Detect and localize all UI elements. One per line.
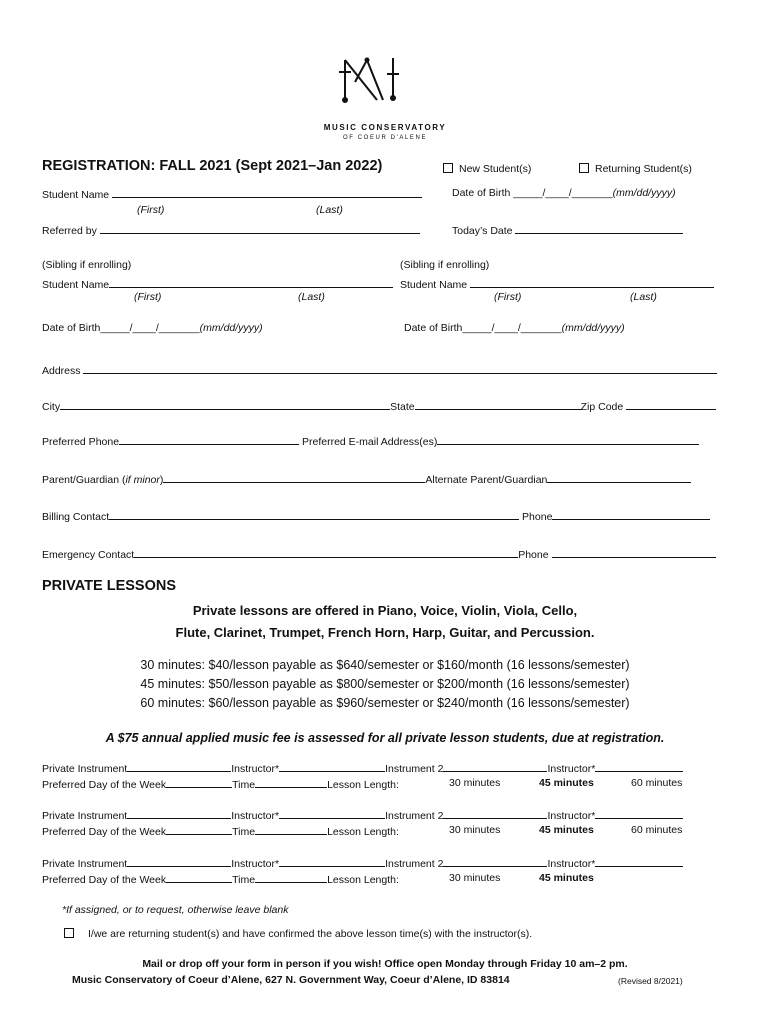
lesson-day-row: Preferred Day of the Week Time Lesson Length: — [42, 826, 399, 838]
email-field[interactable] — [437, 434, 699, 445]
day-field[interactable] — [166, 777, 232, 788]
today-field[interactable] — [515, 223, 683, 234]
logo-name: MUSIC CONSERVATORY — [323, 123, 447, 132]
sibling-dob-field-1[interactable]: _____/____/_______ — [100, 322, 200, 334]
first-caption: (First) — [137, 204, 165, 216]
revised-note: (Revised 8/2021) — [618, 976, 683, 986]
day-field[interactable] — [166, 824, 232, 835]
lesson-day-row: Preferred Day of the Week Time Lesson Length: — [42, 874, 399, 886]
emergency-field[interactable] — [134, 547, 518, 558]
referred-field[interactable] — [100, 223, 420, 234]
zip-field[interactable] — [626, 399, 716, 410]
sibling-name-field-1[interactable] — [109, 277, 393, 288]
instrument-field[interactable] — [127, 856, 231, 867]
instructor2-field[interactable] — [595, 761, 683, 772]
page-title: REGISTRATION: FALL 2021 (Sept 2021–Jan 2022) — [42, 158, 383, 174]
length-60-option[interactable]: 60 minutes — [631, 824, 683, 836]
new-student-checkbox[interactable] — [443, 163, 453, 173]
returning-student-option[interactable]: Returning Student(s) — [579, 163, 692, 175]
instructor2-field[interactable] — [595, 808, 683, 819]
phone-row: Preferred Phone Preferred E-mail Address(es) — [42, 434, 699, 448]
length-45-option[interactable]: 45 minutes — [539, 824, 594, 836]
billing-row: Billing Contact Phone — [42, 509, 710, 523]
annual-fee-note: A $75 annual applied music fee is assessed for all private lesson students, due at registration. — [105, 731, 665, 745]
instrument-field[interactable] — [127, 761, 231, 772]
sibling-first-2: (First) — [494, 291, 522, 303]
lesson-instrument-row: Private Instrument Instructor* Instrument 2 Instructor* — [42, 761, 683, 775]
confirm-row[interactable]: I/we are returning student(s) and have confirmed the above lesson time(s) with the instructor(s). — [64, 928, 532, 940]
student-name-row: Student Name — [42, 187, 422, 201]
conservatory-logo — [337, 52, 407, 108]
sibling-dob-field-2[interactable]: _____/____/_______ — [462, 322, 562, 334]
billing-phone-field[interactable] — [552, 509, 710, 520]
mail-note: Mail or drop off your form in person if you wish! Office open Monday through Friday 10 am–2 pm. — [142, 958, 628, 970]
price-60: 60 minutes: $60/lesson payable as $960/semester or $240/month (16 lessons/semester) — [140, 696, 630, 710]
instrument-field[interactable] — [127, 808, 231, 819]
instructor-field[interactable] — [279, 856, 385, 867]
lesson-day-row: Preferred Day of the Week Time Lesson Length: — [42, 779, 399, 791]
returning-student-checkbox[interactable] — [579, 163, 589, 173]
instrument2-field[interactable] — [443, 761, 547, 772]
sibling-name-field-2[interactable] — [470, 277, 714, 288]
referred-row: Referred by — [42, 223, 420, 237]
city-row: City State Zip Code — [42, 399, 716, 413]
billing-field[interactable] — [109, 509, 519, 520]
length-30-option[interactable]: 30 minutes — [449, 777, 501, 789]
instructor2-field[interactable] — [595, 856, 683, 867]
emergency-row: Emergency Contact Phone — [42, 547, 716, 561]
sibling-dob-row-1: Date of Birth_____/____/_______(mm/dd/yyyy) — [42, 322, 263, 334]
instructor-field[interactable] — [279, 761, 385, 772]
length-60-option[interactable]: 60 minutes — [631, 777, 683, 789]
length-30-option[interactable]: 30 minutes — [449, 872, 501, 884]
lesson-instrument-row: Private Instrument Instructor* Instrument 2 Instructor* — [42, 856, 683, 870]
logo-sub: OF COEUR D'ALENE — [342, 135, 428, 141]
footnote: *If assigned, or to request, otherwise leave blank — [62, 904, 289, 916]
instructor-field[interactable] — [279, 808, 385, 819]
sibling-first-1: (First) — [134, 291, 162, 303]
last-caption: (Last) — [316, 204, 343, 216]
lesson-instrument-row: Private Instrument Instructor* Instrument 2 Instructor* — [42, 808, 683, 822]
sibling-last-2: (Last) — [630, 291, 657, 303]
price-30: 30 minutes: $40/lesson payable as $640/semester or $160/month (16 lessons/semester) — [140, 658, 630, 672]
lessons-heading: PRIVATE LESSONS — [42, 578, 177, 594]
length-30-option[interactable]: 30 minutes — [449, 824, 501, 836]
sibling-note-1: (Sibling if enrolling) — [42, 259, 132, 271]
lessons-offered-2: Flute, Clarinet, Trumpet, French Horn, Harp, Guitar, and Percussion. — [175, 625, 595, 640]
address-row: Address — [42, 363, 717, 377]
sibling-name-row-2: Student Name — [400, 277, 714, 291]
instrument2-field[interactable] — [443, 856, 547, 867]
confirm-checkbox[interactable] — [64, 928, 74, 938]
parent-field[interactable] — [163, 472, 425, 483]
city-field[interactable] — [60, 399, 390, 410]
emergency-phone-field[interactable] — [552, 547, 716, 558]
dob-row: Date of Birth _____/____/_______(mm/dd/yyyy) — [452, 187, 676, 199]
time-field[interactable] — [255, 777, 327, 788]
today-row: Today’s Date — [452, 223, 683, 237]
length-45-option[interactable]: 45 minutes — [539, 872, 594, 884]
lessons-offered-1: Private lessons are offered in Piano, Voice, Violin, Viola, Cello, — [192, 603, 578, 618]
sibling-note-2: (Sibling if enrolling) — [400, 259, 490, 271]
time-field[interactable] — [255, 824, 327, 835]
price-45: 45 minutes: $50/lesson payable as $800/semester or $200/month (16 lessons/semester) — [140, 677, 630, 691]
alt-parent-field[interactable] — [547, 472, 691, 483]
state-field[interactable] — [415, 399, 581, 410]
new-student-option[interactable]: New Student(s) — [443, 163, 531, 175]
day-field[interactable] — [166, 872, 232, 883]
time-field[interactable] — [255, 872, 327, 883]
footer-address: Music Conservatory of Coeur d’Alene, 627 N. Government Way, Coeur d’Alene, ID 83814 — [72, 974, 510, 986]
sibling-dob-row-2: Date of Birth_____/____/_______(mm/dd/yyyy) — [404, 322, 625, 334]
student-name-field[interactable] — [112, 187, 422, 198]
instrument2-field[interactable] — [443, 808, 547, 819]
phone-field[interactable] — [119, 434, 299, 445]
parent-row: Parent/Guardian (if minor) Alternate Parent/Guardian — [42, 472, 691, 486]
dob-field[interactable]: _____/____/_______ — [513, 187, 613, 199]
sibling-name-row-1: Student Name — [42, 277, 393, 291]
length-45-option[interactable]: 45 minutes — [539, 777, 594, 789]
address-field[interactable] — [83, 363, 717, 374]
sibling-last-1: (Last) — [298, 291, 325, 303]
